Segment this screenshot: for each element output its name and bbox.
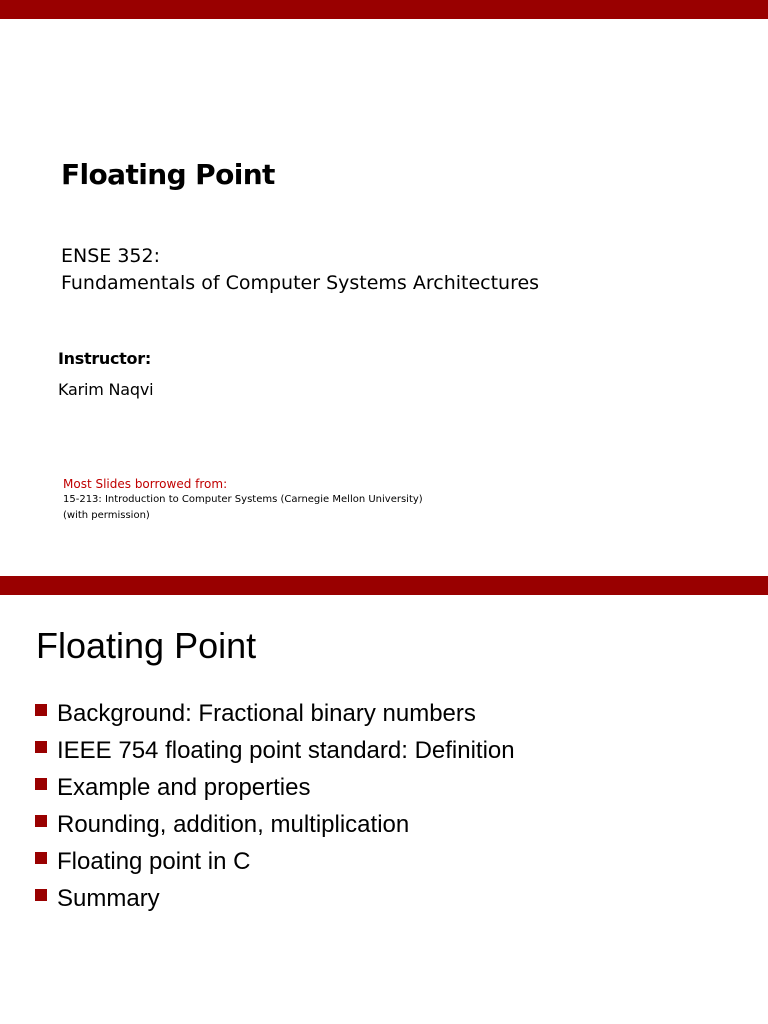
list-item	[35, 774, 515, 811]
list-item	[35, 737, 515, 774]
slide-title: Floating Point	[61, 158, 275, 191]
list-item-text: Background: Fractional binary numbers	[57, 700, 476, 727]
outline-list	[35, 700, 515, 922]
list-item-text: Floating point in C	[57, 848, 251, 875]
credit-source: 15-213: Introduction to Computer Systems (Carnegie Mellon University)	[63, 494, 423, 505]
list-item-text: IEEE 754 floating point standard: Definition	[57, 737, 515, 764]
square-bullet-icon	[35, 852, 47, 864]
credit-heading: Most Slides borrowed from:	[63, 477, 228, 491]
list-item-text: Example and properties	[57, 774, 311, 801]
square-bullet-icon	[35, 704, 47, 716]
top-accent-bar	[0, 0, 768, 19]
top-accent-bar	[0, 576, 768, 595]
instructor-name: Karim Naqvi	[58, 380, 154, 399]
square-bullet-icon	[35, 741, 47, 753]
course-name: Fundamentals of Computer Systems Architectures	[61, 272, 540, 294]
list-item	[35, 885, 515, 922]
square-bullet-icon	[35, 889, 47, 901]
list-item-text: Rounding, addition, multiplication	[57, 811, 410, 838]
list-item	[35, 700, 515, 737]
outline-slide	[0, 576, 768, 1024]
list-item-text: Summary	[57, 885, 160, 912]
instructor-label: Instructor:	[58, 349, 151, 368]
course-code: ENSE 352:	[61, 245, 160, 267]
list-item	[35, 811, 515, 848]
slide-title: Floating Point	[36, 625, 257, 666]
square-bullet-icon	[35, 815, 47, 827]
list-item	[35, 848, 515, 885]
square-bullet-icon	[35, 778, 47, 790]
credit-permission: (with permission)	[63, 510, 150, 521]
